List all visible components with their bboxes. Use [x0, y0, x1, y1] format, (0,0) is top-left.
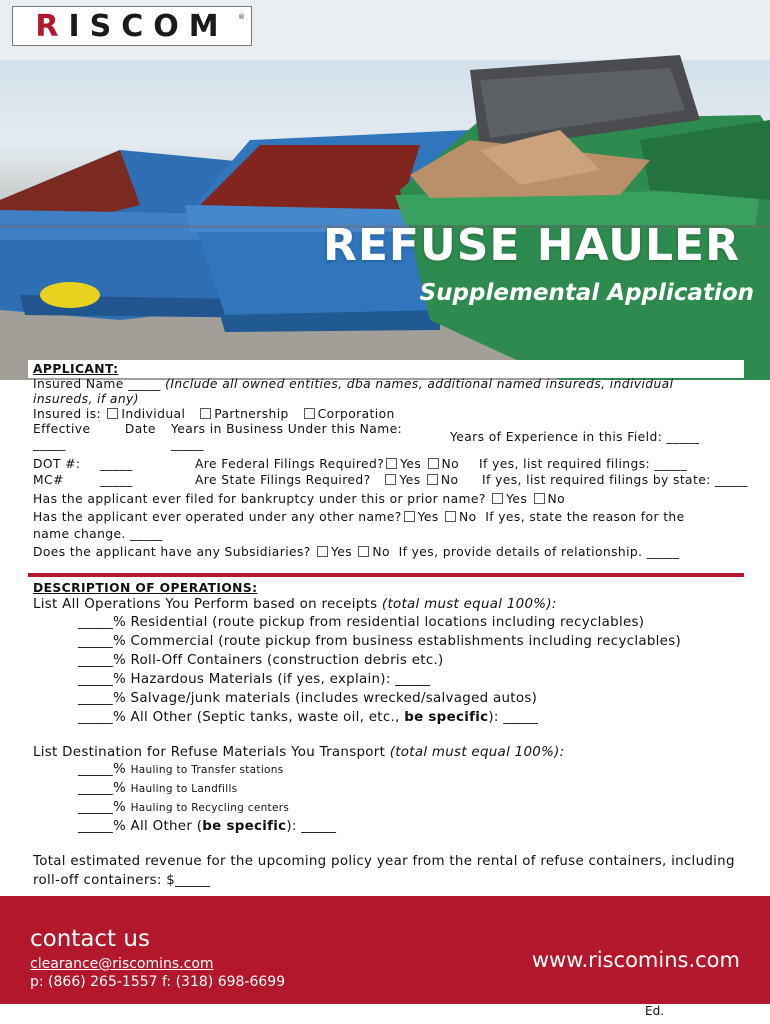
operation-item-other[interactable]: _____% All Other (Septic tanks, waste oil, etc., be specific): _____ [78, 710, 539, 725]
years-in-business-field[interactable]: _____ [171, 437, 204, 451]
email-link[interactable]: clearance@riscomins.com [30, 956, 214, 972]
individual-label: Individual [121, 407, 186, 421]
footer [0, 896, 770, 1004]
revenue-field[interactable]: roll-off containers: $_____ [33, 873, 211, 888]
yes-label: Yes [417, 510, 439, 524]
insured-is-label: Insured is: [33, 407, 102, 421]
state-if-yes[interactable]: If yes, list required filings by state: _____ [482, 473, 748, 487]
dot-label: DOT #: [33, 457, 81, 471]
bankruptcy-question: Has the applicant ever filed for bankruptcy under this or prior name? [33, 492, 486, 506]
no-label: No [459, 510, 477, 524]
applicant-heading: APPLICANT: [33, 362, 119, 376]
effective-date-label: Effective Date [33, 422, 156, 436]
state-no-checkbox[interactable] [427, 474, 438, 485]
no-label: No [547, 492, 566, 506]
hero-banner [0, 0, 770, 380]
no-label: No [372, 545, 390, 559]
section-divider [28, 573, 744, 577]
phone-fax: p: (866) 265-1557 f: (318) 698-6699 [30, 974, 286, 990]
other-name-yes-checkbox[interactable] [404, 511, 415, 522]
partnership-label: Partnership [214, 407, 289, 421]
edition-label: Ed. [645, 1004, 665, 1018]
subsidiaries-if-yes[interactable]: If yes, provide details of relationship. _____ [398, 545, 680, 559]
corporation-checkbox[interactable] [304, 408, 315, 419]
partnership-checkbox[interactable] [200, 408, 211, 419]
insured-name-note: (Include all owned entities, dba names, additional named insureds, individual [165, 377, 674, 391]
bankruptcy-row [33, 492, 565, 506]
other-name-if-yes: If yes, state the reason for the [485, 510, 685, 524]
federal-filings-label: Are Federal Filings Required? [195, 457, 385, 471]
other-name-question: Has the applicant ever operated under any other name? [33, 510, 402, 524]
yes-label: Yes [399, 473, 421, 487]
federal-no-checkbox[interactable] [428, 458, 439, 469]
years-experience-field[interactable]: Years of Experience in this Field: _____ [450, 430, 700, 444]
other-name-no-checkbox[interactable] [445, 511, 456, 522]
subsidiaries-yes-checkbox[interactable] [317, 546, 328, 557]
destination-item[interactable]: _____% Hauling to Landfills [78, 781, 238, 796]
effective-date-field[interactable]: _____ [33, 437, 66, 451]
state-filings-label: Are State Filings Required? [195, 473, 371, 487]
yes-label: Yes [400, 457, 422, 471]
name-change-field[interactable]: name change. _____ [33, 527, 163, 541]
riscom-logo[interactable]: R ISCOM ® [12, 6, 252, 46]
contact-heading: contact us [30, 926, 150, 952]
state-yes-checkbox[interactable] [385, 474, 396, 485]
subsidiaries-no-checkbox[interactable] [358, 546, 369, 557]
operations-heading: DESCRIPTION OF OPERATIONS: [33, 581, 258, 595]
operation-item[interactable]: _____% Hazardous Materials (if yes, explain): _____ [78, 672, 431, 687]
insured-name-note-2: insureds, if any) [33, 392, 139, 406]
subsidiaries-row [33, 545, 679, 559]
federal-filings-row [195, 457, 459, 471]
dot-field[interactable]: _____ [100, 457, 133, 471]
destination-item[interactable]: _____% Hauling to Recycling centers [78, 800, 290, 815]
subsidiaries-question: Does the applicant have any Subsidiaries? [33, 545, 311, 559]
yes-label: Yes [506, 492, 528, 506]
website-link[interactable]: www.riscomins.com [531, 948, 740, 972]
mc-field[interactable]: _____ [100, 473, 133, 487]
no-label: No [440, 473, 459, 487]
operation-item[interactable]: _____% Residential (route pickup from residential locations including recyclables) [78, 615, 645, 630]
corporation-label: Corporation [317, 407, 395, 421]
operation-item[interactable]: _____% Salvage/junk materials (includes wrecked/salvaged autos) [78, 691, 538, 706]
operation-item[interactable]: _____% Roll-Off Containers (construction debris etc.) [78, 653, 444, 668]
years-in-business-label: Years in Business Under this Name: [171, 422, 403, 436]
destination-item-other[interactable]: _____% All Other (be specific): _____ [78, 819, 337, 834]
page-title: REFUSE HAULER [322, 220, 740, 271]
operation-item[interactable]: _____% Commercial (route pickup from business establishments including recyclables) [78, 634, 682, 649]
destination-intro: List Destination for Refuse Materials You Transport (total must equal 100%): [33, 745, 565, 760]
bankruptcy-yes-checkbox[interactable] [492, 493, 503, 504]
mc-label: MC# [33, 473, 64, 487]
individual-checkbox[interactable] [107, 408, 118, 419]
page-subtitle: Supplemental Application [419, 280, 754, 306]
revenue-line-1: Total estimated revenue for the upcoming policy year from the rental of refuse containers, including [33, 854, 735, 869]
federal-yes-checkbox[interactable] [386, 458, 397, 469]
other-name-row [33, 510, 685, 524]
dumpsters-illustration [0, 0, 770, 380]
yes-label: Yes [331, 545, 353, 559]
insured-is-row [33, 407, 395, 421]
no-label: No [441, 457, 460, 471]
federal-if-yes[interactable]: If yes, list required filings: _____ [479, 457, 688, 471]
state-filings-row [195, 473, 458, 487]
insured-name-row [33, 377, 673, 391]
operations-intro: List All Operations You Perform based on receipts (total must equal 100%): [33, 597, 557, 612]
form-top-panel [28, 360, 744, 378]
destination-item[interactable]: _____% Hauling to Transfer stations [78, 762, 284, 777]
insured-name-label: Insured Name _____ [33, 377, 161, 391]
bankruptcy-no-checkbox[interactable] [534, 493, 545, 504]
